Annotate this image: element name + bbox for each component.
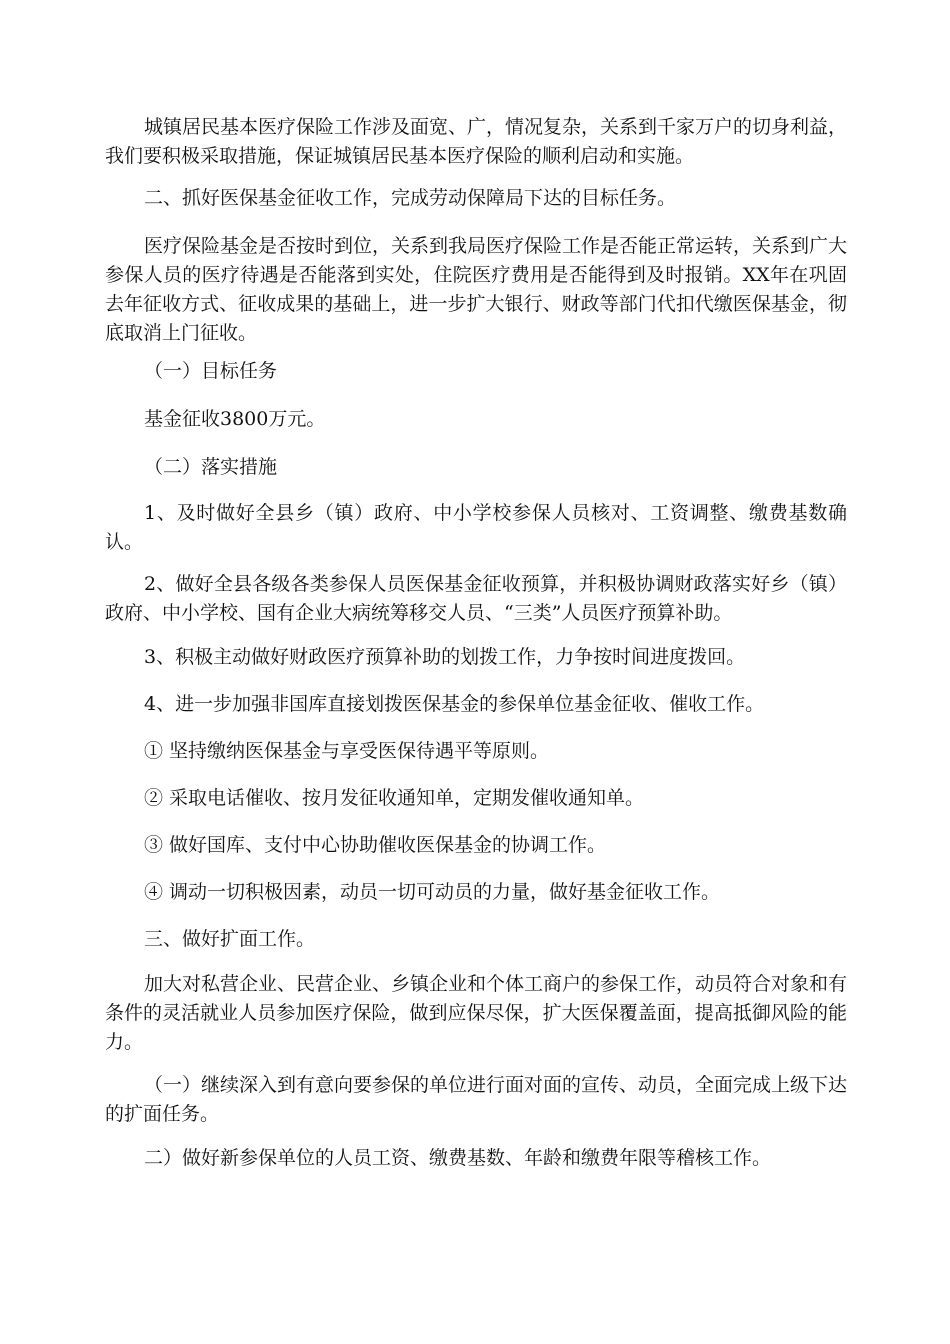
list-item-expand-1: （一）继续深入到有意向要参保的单位进行面对面的宣传、动员，全面完成上级下达的扩面任务。 bbox=[105, 1074, 848, 1125]
list-item-expand-2: 二）做好新参保单位的人员工资、缴费基数、年龄和缴费年限等稽核工作。 bbox=[144, 1147, 772, 1169]
paragraph-fund-target: 基金征收3800万元。 bbox=[144, 408, 326, 430]
list-item-measure-1: 1、及时做好全县乡（镇）政府、中小学校参保人员核对、工资调整、缴费基数确认。 bbox=[105, 502, 847, 553]
paragraph-fund-arrival: 医疗保险基金是否按时到位，关系到我局医疗保险工作是否能正常运转，关系到广大参保人员的医疗待遇是否能落到实处，住院医疗费用是否能得到及时报销。XX年在巩固去年征收方式、征收成果的基础上，进一步扩大银行、财政等部门代扣代缴医保基金，彻底取消上门征收。 bbox=[105, 235, 848, 344]
heading-implementation-measures: （二）落实措施 bbox=[144, 456, 278, 478]
list-item-circled-3: ③ 做好国库、支付中心协助催收医保基金的协调工作。 bbox=[144, 834, 607, 856]
list-item-measure-2: 2、做好全县各级各类参保人员医保基金征收预算，并积极协调财政落实好乡（镇）政府、中小学校、国有企业大病统筹移交人员、“三类”人员医疗预算补助。 bbox=[105, 573, 847, 624]
list-item-circled-2: ② 采取电话催收、按月发征收通知单，定期发催收通知单。 bbox=[144, 787, 645, 809]
heading-section-two: 二、抓好医保基金征收工作，完成劳动保障局下达的目标任务。 bbox=[144, 187, 677, 209]
list-item-circled-4: ④ 调动一切积极因素，动员一切可动员的力量，做好基金征收工作。 bbox=[144, 881, 721, 903]
list-item-measure-4: 4、进一步加强非国库直接划拨医保基金的参保单位基金征收、催收工作。 bbox=[144, 693, 765, 715]
paragraph-expand-coverage: 加大对私营企业、民营企业、乡镇企业和个体工商户的参保工作，动员符合对象和有条件的灵活就业人员参加医疗保险，做到应保尽保，扩大医保覆盖面，提高抵御风险的能力。 bbox=[105, 973, 848, 1053]
list-item-measure-3: 3、积极主动做好财政医疗预算补助的划拨工作，力争按时间进度拨回。 bbox=[144, 646, 746, 668]
heading-section-three: 三、做好扩面工作。 bbox=[144, 928, 316, 950]
list-item-circled-1: ① 坚持缴纳医保基金与享受医保待遇平等原则。 bbox=[144, 740, 550, 762]
paragraph-urban-residents: 城镇居民基本医疗保险工作涉及面宽、广，情况复杂，关系到千家万户的切身利益，我们要积极采取措施，保证城镇居民基本医疗保险的顺利启动和实施。 bbox=[105, 116, 848, 167]
heading-target-task: （一）目标任务 bbox=[144, 360, 278, 382]
